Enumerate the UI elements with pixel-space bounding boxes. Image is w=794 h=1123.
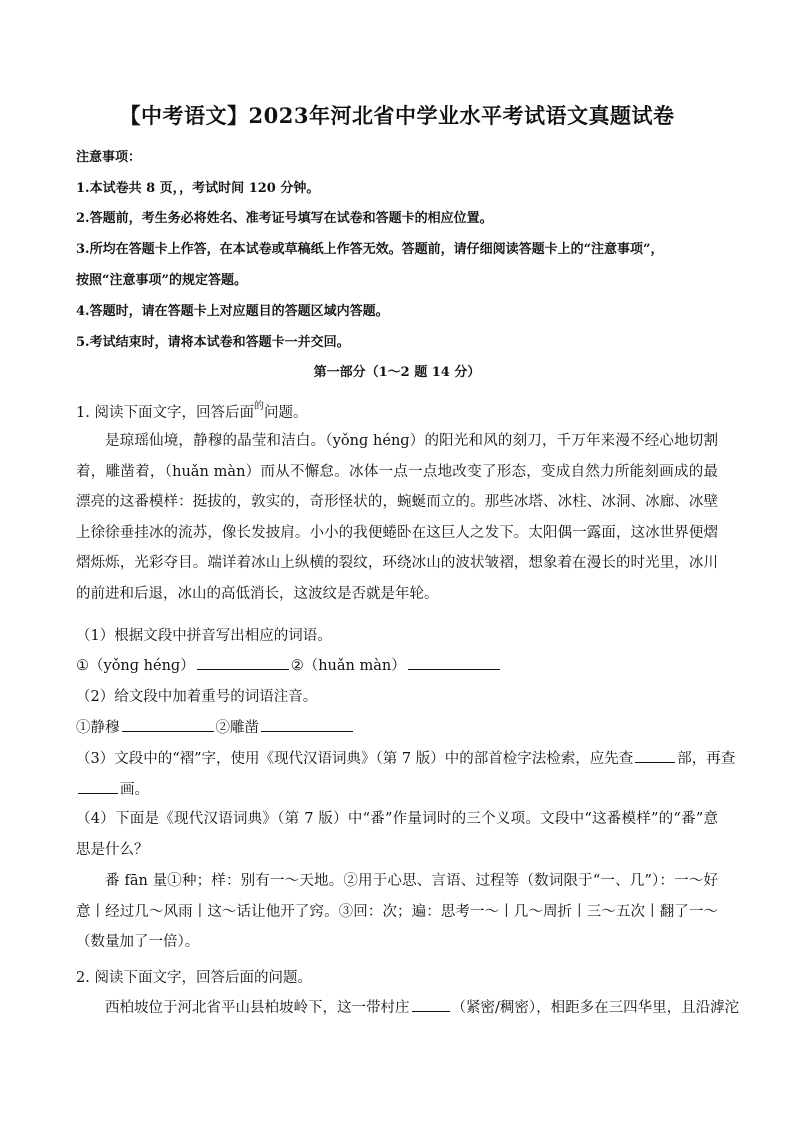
notice-item-4: 4.答题时，请在答题卡上对应题目的答题区域内答题。 (76, 304, 389, 319)
notice-item-3-cont: 按照“注意事项”的规定答题。 (76, 273, 247, 288)
q1-intro-text-end: 问题。 (263, 405, 308, 421)
notice-item-3: 3.所均在答题卡上作答，在本试卷或草稿纸上作答无效。答题前，请仔细阅读答题卡上的“注意事项”， (76, 242, 664, 257)
q1-sub3-text-a: （3）文段中的“褶”字，使用《现代汉语词典》（第 7 版）中的部首检字法检索，应先查 (76, 751, 634, 767)
q1-dict-text: 番 fān 量①种；样：别有一～天地。②用于心思、言语、过程等（数词限于“一、几”）：一～好意丨经过几～风雨丨这～话让他开了窍。③回：次；遍：思考一～丨几～周折丨三～五次丨翻了一～（数量加了一倍）。 (76, 873, 718, 950)
q1-sub3-line (76, 747, 736, 768)
q1-sub1-a-label: ①（yǒnɡ hénɡ） (76, 658, 195, 674)
q1-intro-sup: 的 (253, 401, 264, 412)
q1-dictionary-entry (76, 866, 718, 958)
question-1-intro (76, 397, 718, 422)
q1-sub2-a-label: ①静穆 (76, 720, 120, 736)
q1-sub3-text-b: 部，再查 (677, 751, 736, 767)
notice-item-2: 2.答题前，考生务必将姓名、准考证号填写在试卷和答题卡的相应位置。 (76, 211, 493, 226)
q1-sub1-a-blank[interactable] (197, 655, 289, 670)
q1-intro-text: 1. 阅读下面文字，回答后面 (76, 405, 254, 421)
question-2-intro: 2. 阅读下面文字，回答后面的问题。 (76, 970, 312, 986)
section-heading: 第一部分（1～2 题 14 分） (313, 365, 481, 380)
question-1-passage (76, 426, 718, 609)
question-2-passage (76, 996, 740, 1017)
q1-passage-text: 是琼瑶仙境，静穆的晶莹和洁白。（yǒnɡ hénɡ）的阳光和风的刻刀，千万年来漫不经心地切割着，雕凿着，（huǎn màn）而从不懈怠。冰体一点一点地改变了形态，变成自然力所能刻画成的最漂亮的这番模样：挺拔的，敦实的，奇形怪状的，蜿蜒而立的。那些冰塔、冰柱、冰洞、冰廊、冰壁上徐徐垂挂冰的流苏，像长发披肩。小小的我便蜷卧在这巨人之发下。太阳偶一露面，这冰世界便熠熠烁烁，光彩夺目。端详着冰山上纵横的裂纹，环绕冰山的波状皱褶，想象着在漫长的时光里，冰川的前进和后退，冰山的高低消长，这波纹是否就是年轮。 (76, 433, 718, 602)
notice-item-1: 1.本试卷共 8 页，，考试时间 120 分钟。 (76, 181, 320, 196)
q1-sub1-prompt: （1）根据文段中拼音写出相应的词语。 (76, 628, 332, 644)
notice-item-5: 5.考试结束时，请将本试卷和答题卡一并交回。 (76, 335, 350, 350)
q2-passage-text-b: （紧密/稠密），相距多在三四华里，且沿滹沱 (451, 1000, 740, 1016)
q1-sub1-b-label: ②（huǎn màn） (290, 658, 406, 674)
q1-sub2-answers (76, 716, 718, 737)
q1-sub3-blank-strokes[interactable] (78, 779, 118, 794)
q1-sub2-a-blank[interactable] (122, 717, 214, 732)
q1-sub2-b-blank[interactable] (261, 717, 353, 732)
q1-sub2-b-label: ②雕凿 (215, 720, 259, 736)
page-title: 【中考语文】2023年河北省中学业水平考试语文真题试卷 (119, 103, 675, 128)
q1-sub3-text-c: 画。 (120, 782, 149, 798)
notice-heading: 注意事项： (76, 150, 142, 165)
q2-passage-text-a: 西柏坡位于河北省平山县柏坡岭下，这一带村庄 (105, 1000, 410, 1016)
q1-sub1-b-blank[interactable] (408, 655, 500, 670)
q1-sub4-text: （4）下面是《现代汉语词典》（第 7 版）中“番”作量词时的三个义项。文段中“这番模样”的“番”意思是什么？ (76, 811, 718, 858)
q2-blank[interactable] (412, 997, 450, 1012)
q1-sub4-prompt (76, 804, 718, 865)
q1-sub3-blank-radical[interactable] (635, 748, 675, 763)
q1-sub2-prompt: （2）给文段中加着重号的词语注音。 (76, 689, 318, 705)
q1-sub1-answers (76, 654, 718, 675)
q1-sub3-line-2 (76, 778, 718, 799)
